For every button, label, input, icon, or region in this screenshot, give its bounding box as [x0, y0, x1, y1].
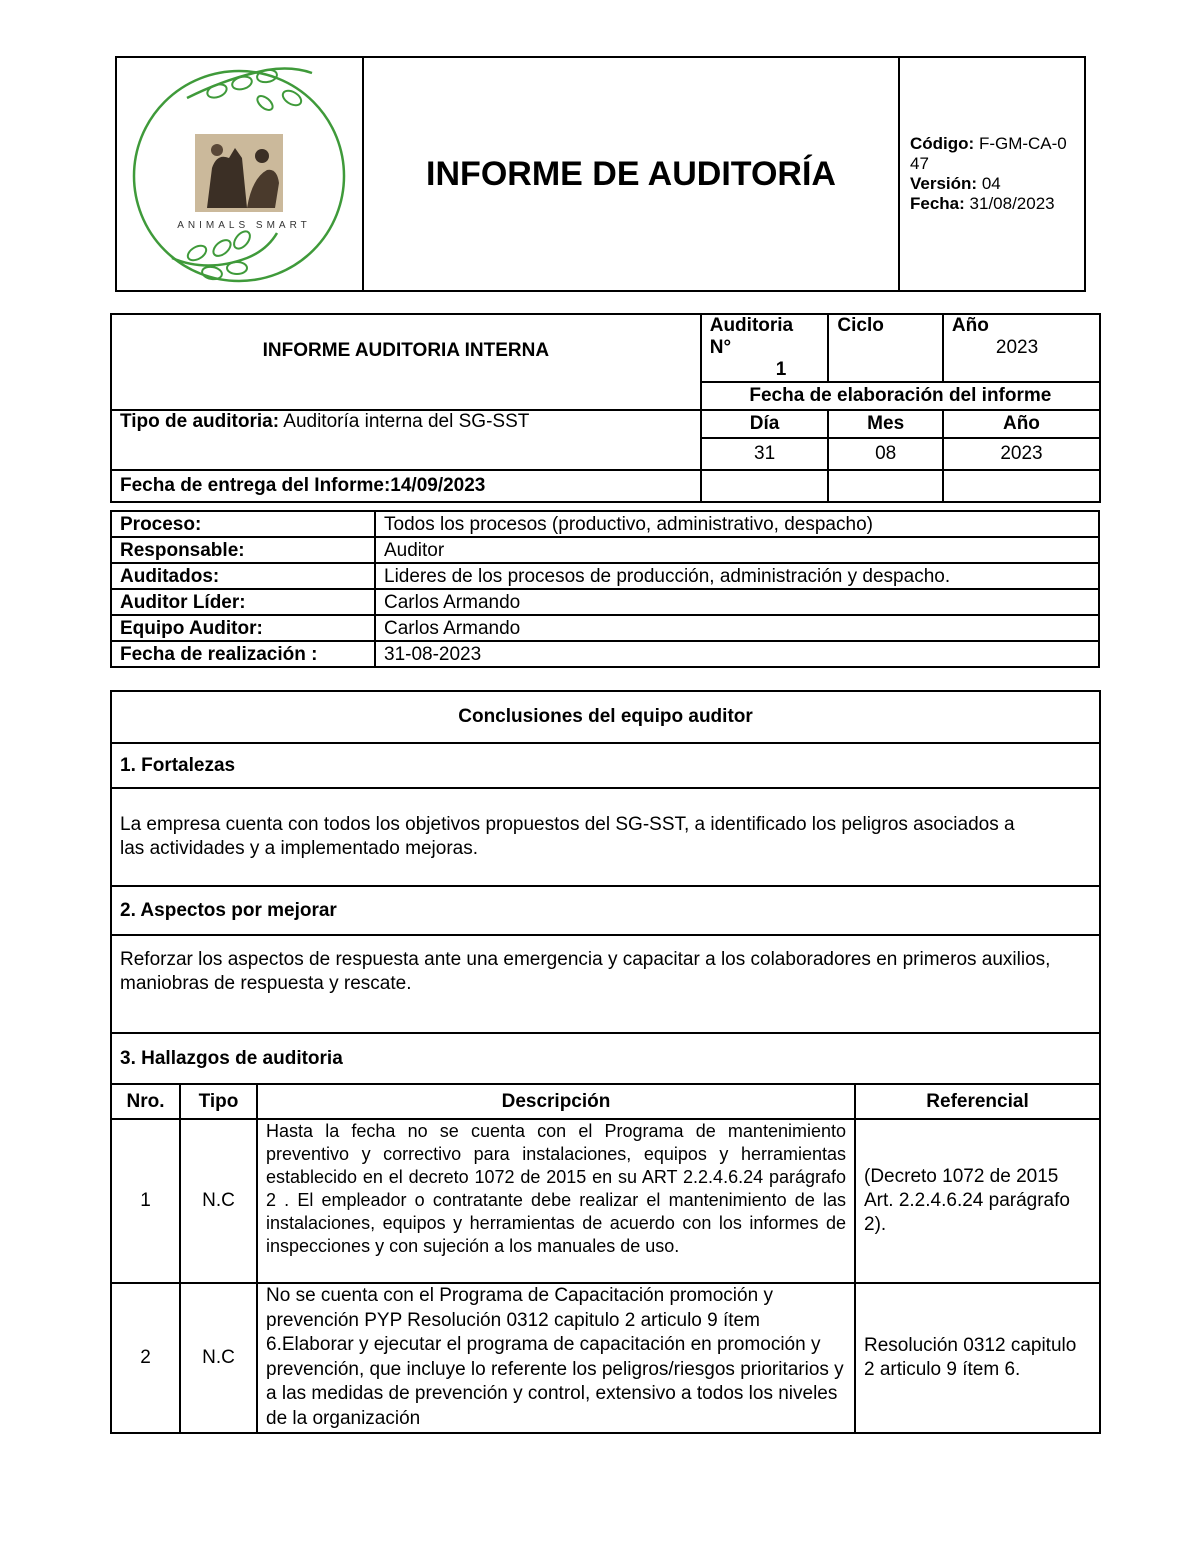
auditoria-no-label: Auditoria N°: [709, 315, 794, 358]
col-nro: Nro.: [111, 1084, 180, 1119]
version-label: Versión:: [910, 174, 978, 193]
detail-label: Responsable:: [111, 537, 375, 563]
ciclo-label: Ciclo: [837, 315, 884, 336]
detail-value: Lideres de los procesos de producción, administración y despacho.: [375, 563, 1099, 589]
document-header: [115, 56, 1086, 292]
fecha-value: 31/08/2023: [969, 194, 1055, 213]
mejorar-text: Reforzar los aspectos de respuesta ante una emergencia y capacitar a los colaboradores en primeros auxilios, maniobras de respuesta y rescate.: [111, 935, 1100, 1033]
fecha-elaboracion-label: Fecha de elaboración del informe: [701, 382, 1100, 410]
document-meta: [899, 57, 1085, 291]
empty-cell: [701, 470, 829, 502]
detail-row: [111, 537, 1099, 563]
fortalezas-title: 1. Fortalezas: [111, 743, 1100, 788]
conclusions-table: [110, 690, 1101, 1434]
mes-value: 08: [828, 438, 943, 470]
ciclo-cell: [828, 314, 943, 382]
dia-label: Día: [701, 410, 829, 438]
auditoria-no-value: 1: [775, 359, 787, 380]
detail-label: Auditados:: [111, 563, 375, 589]
row-referencial: Resolución 0312 capitulo 2 articulo 9 ítem 6.: [855, 1283, 1100, 1433]
fortalezas-text: La empresa cuenta con todos los objetivos propuestos del SG-SST, a identificado los peligros asociados a las actividades y a implementado mejoras.: [111, 788, 1100, 886]
summary-title: INFORME AUDITORIA INTERNA: [111, 314, 701, 410]
detail-value: Carlos Armando: [375, 589, 1099, 615]
detail-row: [111, 589, 1099, 615]
table-row: [111, 1119, 1100, 1283]
row-nro: 2: [111, 1283, 180, 1433]
empty-cell: [943, 470, 1100, 502]
anio2-value: 2023: [943, 438, 1100, 470]
row-descripcion: No se cuenta con el Programa de Capacitación promoción y prevención PYP Resolución 0312 capitulo 2 articulo 9 ítem 6.Elaborar y ejecutar el programa de capacitación en promoción y prevención, que incluye lo referente los peligros/riesgos prioritarios y a las medidas de prevención y control, extensivo a todos los niveles de la organización: [257, 1283, 855, 1433]
anio-value: 2023: [995, 337, 1039, 358]
row-nro: 1: [111, 1119, 180, 1283]
version-value: 04: [981, 174, 1001, 193]
tipo-label: Tipo de auditoria:: [120, 411, 280, 432]
detail-value: 31-08-2023: [375, 641, 1099, 667]
animals-smart-logo: [117, 58, 362, 290]
col-descripcion: Descripción: [257, 1084, 855, 1119]
col-referencial: Referencial: [855, 1084, 1100, 1119]
detail-label: Equipo Auditor:: [111, 615, 375, 641]
detail-value: Carlos Armando: [375, 615, 1099, 641]
anio-cell: [943, 314, 1100, 382]
tipo-auditoria-cell: [111, 410, 701, 470]
fecha-entrega: Fecha de entrega del Informe:14/09/2023: [111, 470, 701, 502]
logo-cell: [116, 57, 363, 291]
summary-table: [110, 313, 1101, 503]
details-table: [110, 510, 1100, 668]
detail-value: Auditor: [375, 537, 1099, 563]
row-tipo: N.C: [180, 1283, 257, 1433]
row-descripcion: Hasta la fecha no se cuenta con el Programa de mantenimiento preventivo y correctivo para instalaciones, equipos y herramientas establecido en el decreto 1072 de 2015 en su ART 2.2.4.6.24 parágrafo 2 . El empleador o contratante debe realizar el mantenimiento de las instalaciones, equipos y herramientas de acuerdo con los informes de inspecciones y con sujeción a los manuales de uso.: [257, 1119, 855, 1283]
detail-label: Proceso:: [111, 511, 375, 537]
detail-row: [111, 563, 1099, 589]
detail-label: Fecha de realización :: [111, 641, 375, 667]
detail-value: Todos los procesos (productivo, administrativo, despacho): [375, 511, 1099, 537]
detail-row: [111, 511, 1099, 537]
codigo-value: F-GM-CA-047: [910, 134, 1067, 173]
row-referencial: (Decreto 1072 de 2015 Art. 2.2.4.6.24 parágrafo 2).: [855, 1119, 1100, 1283]
detail-label: Auditor Líder:: [111, 589, 375, 615]
fecha-label: Fecha:: [910, 194, 965, 213]
conclusions-title: Conclusiones del equipo auditor: [111, 691, 1100, 743]
tipo-value: Auditoría interna del SG-SST: [283, 411, 530, 432]
table-row: [111, 1283, 1100, 1433]
col-tipo: Tipo: [180, 1084, 257, 1119]
anio2-label: Año: [943, 410, 1100, 438]
anio-label: Año: [951, 315, 989, 336]
codigo-label: Código:: [910, 134, 975, 153]
empty-cell: [828, 470, 943, 502]
detail-row: [111, 641, 1099, 667]
mejorar-title: 2. Aspectos por mejorar: [111, 886, 1100, 935]
hallazgos-title: 3. Hallazgos de auditoria: [111, 1033, 1100, 1084]
detail-row: [111, 615, 1099, 641]
page-title: INFORME DE AUDITORÍA: [363, 57, 899, 291]
dia-value: 31: [701, 438, 829, 470]
auditoria-no-cell: [701, 314, 829, 382]
mes-label: Mes: [828, 410, 943, 438]
row-tipo: N.C: [180, 1119, 257, 1283]
logo-text: ANIMALS SMART: [177, 220, 311, 231]
